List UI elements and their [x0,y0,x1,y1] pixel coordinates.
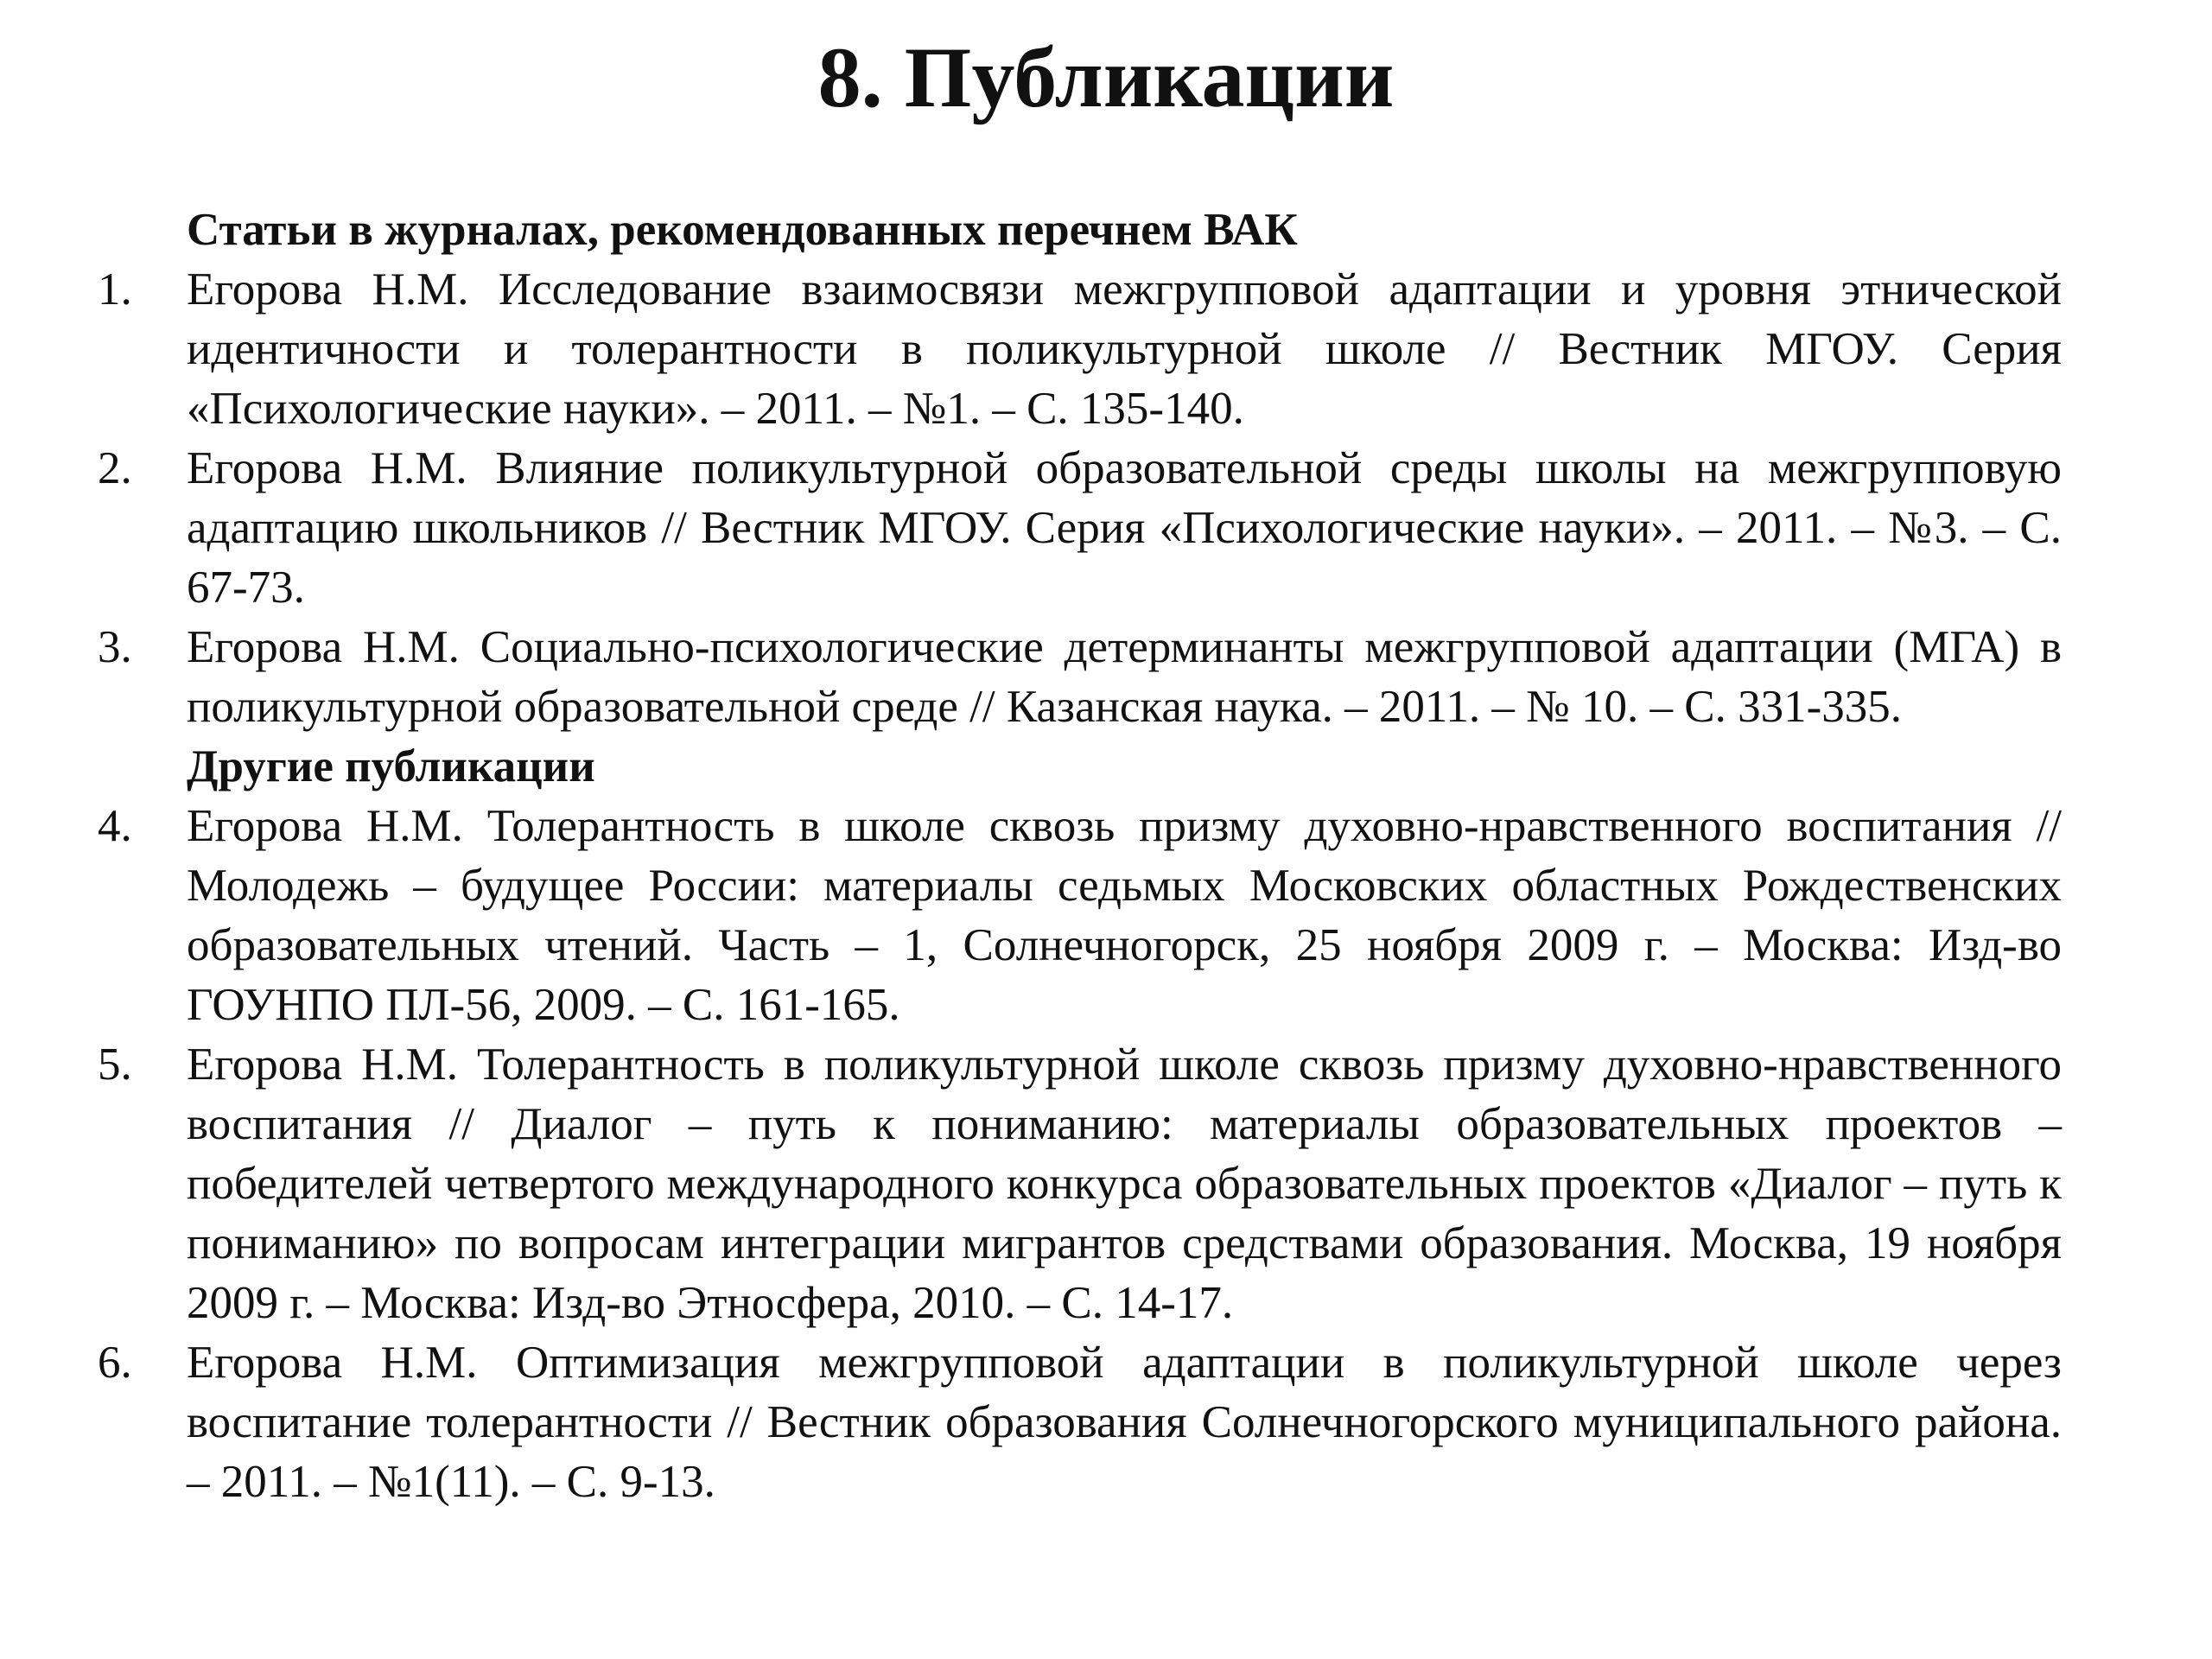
publication-item [0,260,2212,439]
publications-list [0,200,2212,1512]
publication-text: Егорова Н.М. Исследование взаимосвязи межгрупповой адаптации и уровня этнической идентичности и толерантности в поликультурной школе // Вестник МГОУ. Серия «Психологические науки». – 2011. – №1. – С. 135-140. [187,264,2062,434]
page-title: 8. Публикации [817,29,1395,125]
publication-item [0,1035,2212,1333]
item-number: 1. [98,264,132,315]
item-number: 3. [98,622,132,672]
section-heading-other: Другие публикации [187,741,595,791]
publication-item [0,439,2212,618]
item-number: 6. [98,1338,132,1388]
publication-item [0,797,2212,1035]
publication-text: Егорова Н.М. Толерантность в поликультурной школе сквозь призму духовно-нравственного воспитания // Диалог – путь к пониманию: материалы образовательных проектов – победителей четвертого международного конкурса образовательных проектов «Диалог – путь к пониманию» по вопросам интеграции мигрантов средствами образования. Москва, 19 ноября 2009 г. – Москва: Изд-во Этносфера, 2010. – С. 14-17. [187,1039,2062,1328]
item-number: 5. [98,1039,132,1090]
publication-text: Егорова Н.М. Толерантность в школе сквозь призму духовно-нравственного воспитания // Молодежь – будущее России: материалы седьмых Московских областных Рождественских образовательных чтений. Часть – 1, Солнечногорск, 25 ноября 2009 г. – Москва: Изд-во ГОУНПО ПЛ-56, 2009. – С. 161-165. [187,801,2062,1030]
item-number: 2. [98,443,132,493]
publication-item [0,618,2212,737]
item-number: 4. [98,801,132,851]
publication-item [0,1333,2212,1512]
publication-text: Егорова Н.М. Оптимизация межгрупповой адаптации в поликультурной школе через воспитание толерантности // Вестник образования Солнечногорского муниципального района. – 2011. – №1(11). – С. 9-13. [187,1338,2062,1507]
publication-text: Егорова Н.М. Социально-психологические детерминанты межгрупповой адаптации (МГА) в поликультурной образовательной среде // Казанская наука. – 2011. – № 10. – С. 331-335. [187,622,2062,732]
publication-text: Егорова Н.М. Влияние поликультурной образовательной среды школы на межгрупповую адаптацию школьников // Вестник МГОУ. Серия «Психологические науки». – 2011. – №3. – С. 67-73. [187,443,2062,613]
section-heading-vak: Статьи в журналах, рекомендованных перечнем ВАК [187,205,1298,255]
